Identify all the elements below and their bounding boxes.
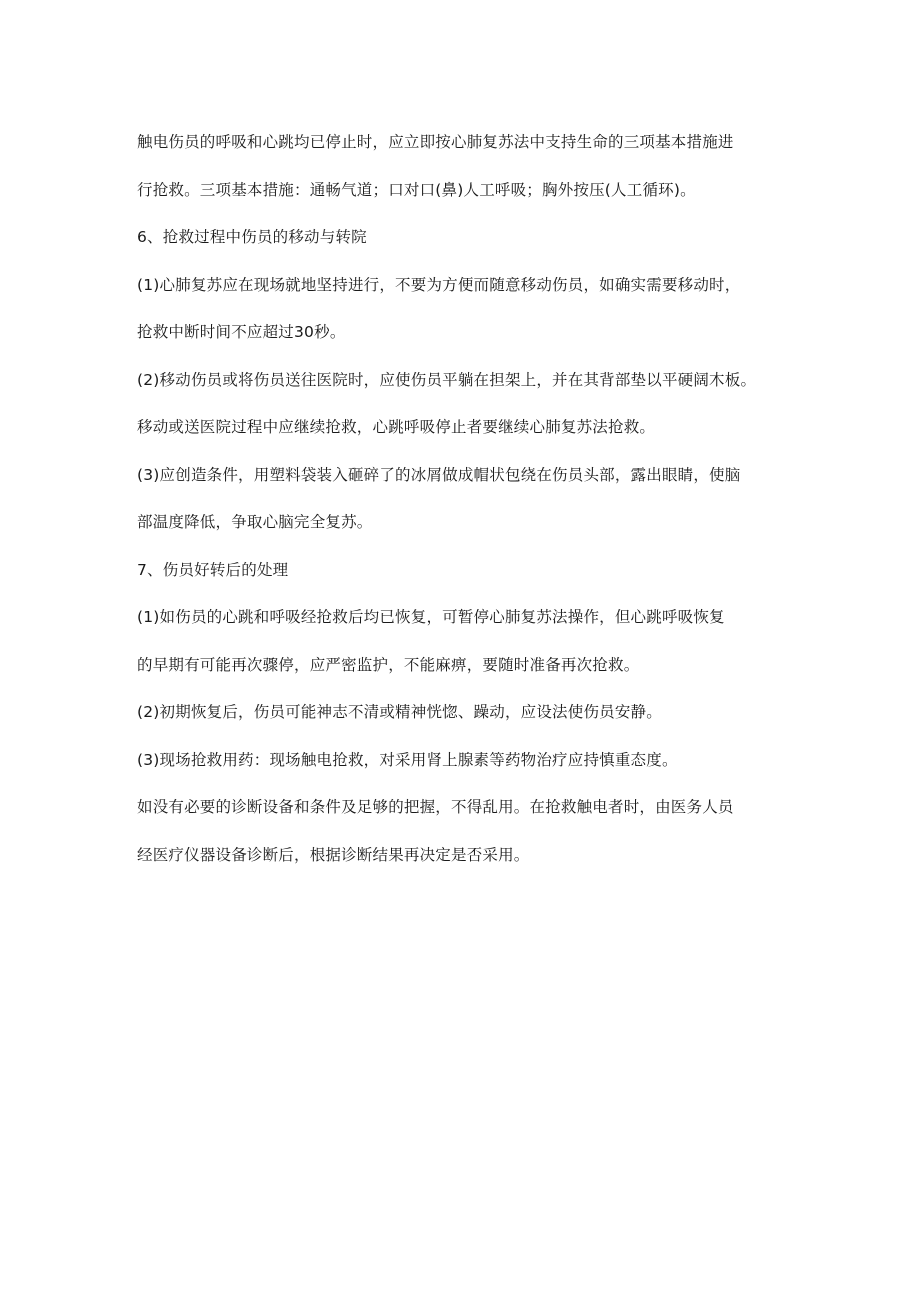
document-body (137, 119, 797, 879)
section-heading-6: 6、抢救过程中伤员的移动与转院 (137, 228, 367, 246)
paragraph-line: 如没有必要的诊断设备和条件及足够的把握，不得乱用。在抢救触电者时，由医务人员 (137, 798, 734, 816)
paragraph-line: (1)如伤员的心跳和呼吸经抢救后均已恢复，可暂停心肺复苏法操作，但心跳呼吸恢复 (137, 608, 725, 626)
paragraph-line: (3)应创造条件，用塑料袋装入砸碎了的冰屑做成帽状包绕在伤员头部，露出眼睛，使脑 (137, 465, 741, 484)
paragraph-line: 移动或送医院过程中应继续抢救，心跳呼吸停止者要继续心肺复苏法抢救。 (137, 418, 656, 436)
paragraph-line: 部温度降低，争取心脑完全复苏。 (137, 513, 373, 531)
paragraph-line: 的早期有可能再次骤停，应严密监护，不能麻痹，要随时准备再次抢救。 (137, 655, 640, 674)
paragraph-line: (3)现场抢救用药：现场触电抢救，对采用肾上腺素等药物治疗应持慎重态度。 (137, 750, 678, 769)
paragraph-line: (2)初期恢复后，伤员可能神志不清或精神恍惚、躁动，应设法使伤员安静。 (137, 703, 662, 721)
paragraph-line: 经医疗仪器设备诊断后，根据诊断结果再决定是否采用。 (137, 845, 530, 864)
section-heading-7: 7、伤员好转后的处理 (137, 560, 289, 579)
paragraph-line: (2)移动伤员或将伤员送往医院时，应使伤员平躺在担架上，并在其背部垫以平硬阔木板。 (137, 370, 757, 389)
paragraph-line: (1)心肺复苏应在现场就地坚持进行，不要为方便而随意移动伤员，如确实需要移动时， (137, 275, 741, 294)
paragraph-line: 触电伤员的呼吸和心跳均已停止时，应立即按心肺复苏法中支持生命的三项基本措施进 (137, 133, 734, 151)
paragraph-line: 行抢救。三项基本措施：通畅气道；口对口(鼻)人工呼吸；胸外按压(人工循环)。 (137, 180, 696, 199)
paragraph-line: 抢救中断时间不应超过30秒。 (137, 323, 346, 341)
